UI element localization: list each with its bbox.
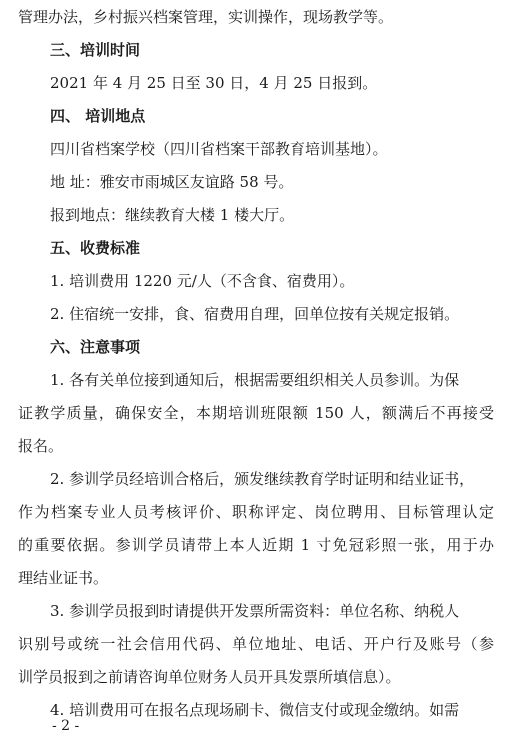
text-line: 报名。 [18, 437, 64, 455]
section-heading: 四、 培训地点 [50, 107, 146, 125]
text-line: 2. 参训学员经培训合格后，颁发继续教育学时证明和结业证书， [50, 470, 475, 488]
section-heading: 五、收费标准 [50, 239, 141, 257]
text-line: 3. 参训学员报到时请提供开发票所需资料：单位名称、纳税人 [50, 602, 460, 620]
text-line: 管理办法，乡村振兴档案管理，实训操作，现场教学等。 [18, 8, 394, 26]
section-heading: 三、培训时间 [50, 41, 141, 59]
text-line: 证教学质量，确保安全，本期培训班限额 150 人，额满后不再接受 [18, 404, 494, 422]
section-heading: 六、注意事项 [50, 338, 141, 356]
text-line: 4. 培训费用可在报名点现场刷卡、微信支付或现金缴纳。如需 [50, 701, 460, 719]
text-line: 2. 住宿统一安排，食、宿费用自理，回单位按有关规定报销。 [50, 305, 460, 323]
page-number: - 2 - [52, 718, 80, 734]
text-line: 2021 年 4 月 25 日至 30 日，4 月 25 日报到。 [50, 74, 378, 92]
text-line: 1. 培训费用 1220 元/人（不含食、宿费用）。 [50, 272, 355, 290]
text-line: 报到地点：继续教育大楼 1 楼大厅。 [50, 206, 295, 224]
text-line: 理结业证书。 [18, 569, 109, 587]
text-line: 四川省档案学校（四川省档案干部教育培训基地）。 [50, 140, 388, 158]
text-line: 地 址：雅安市雨城区友谊路 58 号。 [50, 173, 294, 191]
text-line: 训学员报到之前请咨询单位财务人员开具发票所填信息）。 [18, 668, 401, 686]
text-line: 识别号或统一社会信用代码、单位地址、电话、开户行及账号（参 [18, 635, 494, 653]
text-line: 1. 各有关单位接到通知后，根据需要组织相关人员参训。为保 [50, 371, 460, 389]
text-line: 作为档案专业人员考核评价、职称评定、岗位聘用、目标管理认定 [18, 503, 494, 521]
text-line: 的重要依据。参训学员请带上本人近期 1 寸免冠彩照一张，用于办 [18, 536, 494, 554]
